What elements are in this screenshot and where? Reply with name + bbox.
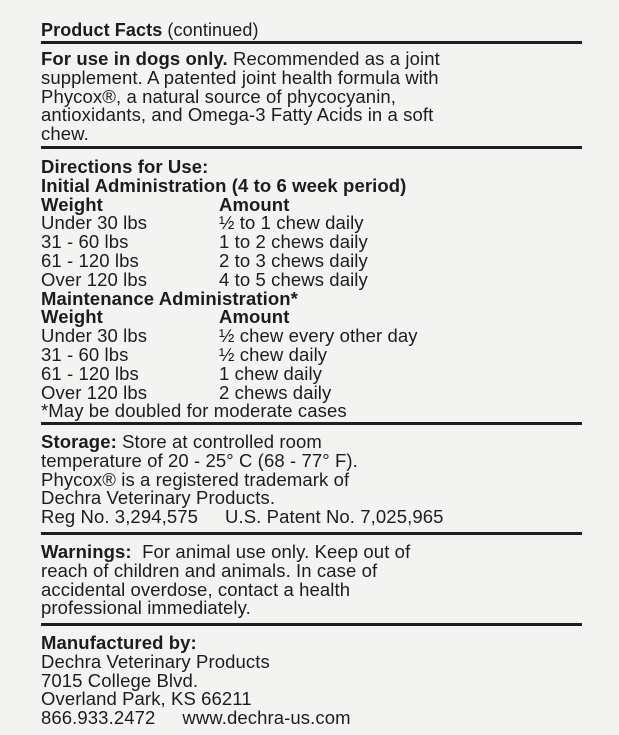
storage-lead: Storage: [41,431,117,452]
amount-cell: 4 to 5 chews daily [219,268,368,290]
page-title [41,21,586,40]
divider [41,532,582,535]
weight-cell: Under 30 lbs [41,212,148,234]
storage-line: Phycox® is a registered trademark of [41,468,350,490]
col-amount: Amount [219,306,290,328]
weight-cell: 61 - 120 lbs [41,362,139,384]
col-weight: Weight [41,306,103,328]
maintenance-admin-heading: Maintenance Administration* [41,287,298,309]
reg-patent-line [41,508,586,527]
manufacturer-city: Overland Park, KS 66211 [41,688,252,710]
warnings-lead: Warnings: [41,541,132,562]
directions-heading: Directions for Use: [41,156,209,177]
phone-number: 866.933.2472 [41,707,156,729]
amount-cell: ½ chew every other day [219,325,418,347]
patent-number: U.S. Patent No. 7,025,965 [225,506,444,528]
initial-admin-heading: Initial Administration (4 to 6 week period) [41,174,407,196]
divider [41,422,582,425]
col-weight: Weight [41,193,103,215]
footnote: *May be doubled for moderate cases [41,400,347,422]
storage-line: Store at controlled room [116,431,322,452]
amount-cell: 2 to 3 chews daily [219,249,368,271]
warnings-line: reach of children and animals. In case of [41,559,378,581]
divider [41,146,582,149]
intro-line: supplement. A patented joint health formula with [41,66,439,88]
col-amount: Amount [219,193,290,215]
amount-cell: 1 chew daily [219,362,323,384]
intro-line: antioxidants, and Omega-3 Fatty Acids in a soft [41,104,434,126]
table-row [41,268,586,290]
divider [41,623,582,626]
title-bold: Product Facts [41,20,163,40]
title-continued: (continued) [162,20,259,40]
warnings-line: For animal use only. Keep out of [131,541,411,562]
weight-cell: Under 30 lbs [41,325,148,347]
intro-line: chew. [41,123,89,145]
intro-line: Recommended as a joint [227,48,440,69]
intro-section [41,50,586,144]
manufacturer-street: 7015 College Blvd. [41,669,199,691]
intro-line: Phycox®, a natural source of phycocyanin, [41,85,397,107]
weight-cell: 31 - 60 lbs [41,231,129,253]
table-row [41,343,586,365]
table-row [41,362,586,384]
weight-cell: 31 - 60 lbs [41,343,129,365]
weight-cell: Over 120 lbs [41,381,148,403]
storage-line: Dechra Veterinary Products. [41,487,276,509]
weight-cell: 61 - 120 lbs [41,249,139,271]
manufacturer-heading: Manufactured by: [41,632,197,653]
intro-lead: For use in dogs only. [41,48,228,69]
amount-cell: 2 chews daily [219,381,332,403]
amount-cell: ½ chew daily [219,343,328,365]
storage-line: temperature of 20 - 25° C (68 - 77° F). [41,449,358,471]
website-link: www.dechra-us.com [182,707,351,729]
warnings-section [41,543,586,618]
storage-section [41,433,586,527]
table-row [41,249,586,271]
warnings-line: accidental overdose, contact a health [41,578,351,600]
reg-number: Reg No. 3,294,575 [41,506,199,528]
manufacturer-name: Dechra Veterinary Products [41,650,270,672]
directions-section [41,158,586,421]
divider [41,41,582,44]
weight-cell: Over 120 lbs [41,268,148,290]
manufacturer-section [41,634,586,728]
amount-cell: 1 to 2 chews daily [219,231,368,253]
amount-cell: ½ to 1 chew daily [219,212,364,234]
warnings-line: professional immediately. [41,597,251,619]
contact-line [41,709,586,728]
